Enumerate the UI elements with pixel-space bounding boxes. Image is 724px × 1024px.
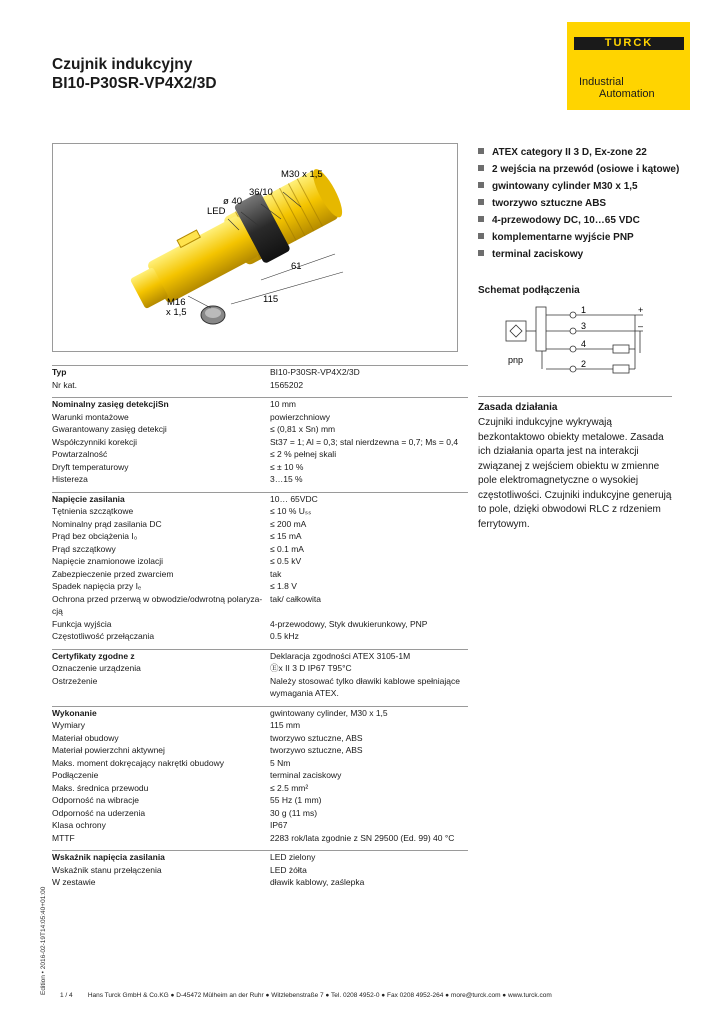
spec-row: Maks. średnica przewodu ≤ 2.5 mm² [52,782,309,793]
spec-row: Powtarzalność ≤ 2 % pełnej skali [52,449,337,459]
company-info: Hans Turck GmbH & Co.KG ● D-45472 Mülheim an der Ruhr ● Witzlebenstraße 7 ● Tel. 0208 4952-0 ● Fax 0208 4952-264 ● more@turck.com ● www.turck.com [87,992,552,999]
spec-row: Maks. moment dokręcający nakrętki obudowy 5 Nm [52,757,291,768]
spec-row: Napięcie znamionowe izolacji ≤ 0.5 kV [52,556,302,566]
label-m16-thread: x 1,5 [166,307,187,318]
title-line-2: BI10-P30SR-VP4X2/3D [52,75,217,92]
page-footer [60,992,552,999]
terminal-4: 4 [581,339,587,349]
spec-row: Typ BI10-P30SR-VP4X2/3D [52,367,360,377]
logo-automation: Automation [599,88,655,100]
label-led: LED [207,206,226,217]
spec-row: W zestawie dławik kablowy, zaślepka [52,877,365,887]
spec-row: Wymiary 115 mm [52,720,301,730]
feature-item: komplementarne wyjście PNP [478,229,708,246]
label-115: 115 [263,294,279,305]
label-d40: ø 40 [223,196,243,207]
operating-principle-text: Czujniki indukcyjne wykrywają bezkontaktowo obiekty metalowe. Zasada ich działania oparta jest na interakcji związanej z wejściem obiektu w zmienne pole elektromagnetyczne o wysokiej częstotliwości. Czujniki indukcyjne generują to pole, dzięki obwodowi RLC z rdzeniem ferrytowym. [478,417,672,530]
logo-industrial: Industrial [579,76,624,88]
pnp-label: pnp [508,355,524,365]
spec-row: Dryft temperaturowy ≤ ± 10 % [52,461,304,472]
label-61: 61 [291,261,302,272]
spec-row: Certyfikaty zgodne z Deklaracja zgodności ATEX 3105-1M [52,650,411,661]
wiring-diagram-title: Schemat podłączenia [478,285,580,296]
product-drawing [53,144,457,351]
feature-item: 4-przewodowy DC, 10…65 VDC [478,212,708,229]
spec-row: Materiał obudowy tworzywo sztuczne, ABS [52,732,363,743]
square-bullet-icon [478,233,484,239]
square-bullet-icon [478,250,484,256]
operating-principle-title: Zasada działania [478,402,558,413]
page-number: 1 / 4 [60,992,73,999]
square-bullet-icon [478,216,484,222]
spec-row: Podłączenie terminal zaciskowy [52,770,342,780]
spec-row: Nominalny prąd zasilania DC ≤ 200 mA [52,518,307,529]
edition-stamp: Edition • 2016-02-19T14:05:40+01:00 [40,886,47,995]
spec-row: Zabezpieczenie przed zwarciem tak [52,568,282,579]
feature-item: ATEX category II 3 D, Ex-zone 22 [478,144,708,161]
square-bullet-icon [478,199,484,205]
spec-row: Współczynniki korekcji St37 = 1; Al = 0,3; stal nierdzewna = 0,7; Ms = 0,4 [52,436,459,447]
spec-row: Materiał powierzchni aktywnej tworzywo sztuczne, ABS [52,745,363,755]
label-m16: M16 [167,297,186,308]
spec-row: Ochrona przed przerwą w obwodzie/odwrotną polaryza-cją tak/ całkowita [52,593,322,616]
page-title [52,55,217,93]
product-image-frame [52,143,458,352]
spec-table [52,365,468,889]
feature-item: 2 wejścia na przewód (osiowe i kątowe) [478,161,708,178]
wiring-diagram [478,303,678,383]
terminal-1: 1 [581,305,587,315]
divider [478,396,672,397]
spec-row: MTTF 2283 rok/lata zgodnie z SN 29500 (Ed. 99) 40 °C [52,832,455,843]
feature-item: gwintowany cylinder M30 x 1,5 [478,178,708,195]
feature-item: tworzywo sztuczne ABS [478,195,708,212]
spec-row: Wykonanie gwintowany cylinder, M30 x 1,5 [52,707,388,718]
spec-row: Prąd bez obciążenia I₀ ≤ 15 mA [52,531,302,541]
spec-row: Warunki montażowe powierzchniowy [52,411,330,422]
title-line-1: Czujnik indukcyjny [52,56,193,73]
square-bullet-icon [478,148,484,154]
square-bullet-icon [478,182,484,188]
minus-sign: – [638,321,644,331]
square-bullet-icon [478,165,484,171]
spec-row: Wskaźnik stanu przełączenia LED żółta [52,864,307,875]
terminal-3: 3 [581,321,587,331]
spec-row: Odporność na wibracje 55 Hz (1 mm) [52,795,322,805]
spec-row: Częstotliwość przełączania 0.5 kHz [52,631,299,641]
spec-row: Spadek napięcia przy Iₑ ≤ 1.8 V [52,581,297,591]
feature-item: terminal zaciskowy [478,246,708,263]
spec-row: Odporność na uderzenia 30 g (11 ms) [52,807,318,818]
spec-row: Wskaźnik napięcia zasilania LED zielony [52,852,316,862]
spec-row: Prąd szczątkowy ≤ 0.1 mA [52,543,304,554]
spec-row: Klasa ochrony IP67 [52,820,288,830]
terminal-2: 2 [581,359,587,369]
spec-row: Histereza 3…15 % [52,474,303,484]
spec-row: Nominalny zasięg detekcjiSn 10 mm [52,399,296,409]
spec-row: Ostrzeżenie Należy stosować tylko dławiki kablowe spełniające wymagania ATEX. [52,675,460,698]
label-m30: M30 x 1,5 [281,169,323,180]
spec-row: Funkcja wyjścia 4-przewodowy, Styk dwukierunkowy, PNP [52,618,428,629]
spec-row: Napięcie zasilania 10… 65VDC [52,493,318,504]
spec-row: Oznaczenie urządzenia Ⓔx II 3 D IP67 T95°C [52,663,352,673]
spec-row: Gwarantowany zasięg detekcji ≤ (0,81 x Sn) mm [52,424,336,434]
feature-list [478,144,708,263]
spec-row: Tętnienia szczątkowe ≤ 10 % Uₛₛ [52,506,312,516]
label-36-10: 36/10 [249,187,273,198]
spec-row: Nr kat. 1565202 [52,379,304,390]
plus-sign: + [638,305,644,315]
brand-logo-wordmark: TURCK [574,37,684,50]
